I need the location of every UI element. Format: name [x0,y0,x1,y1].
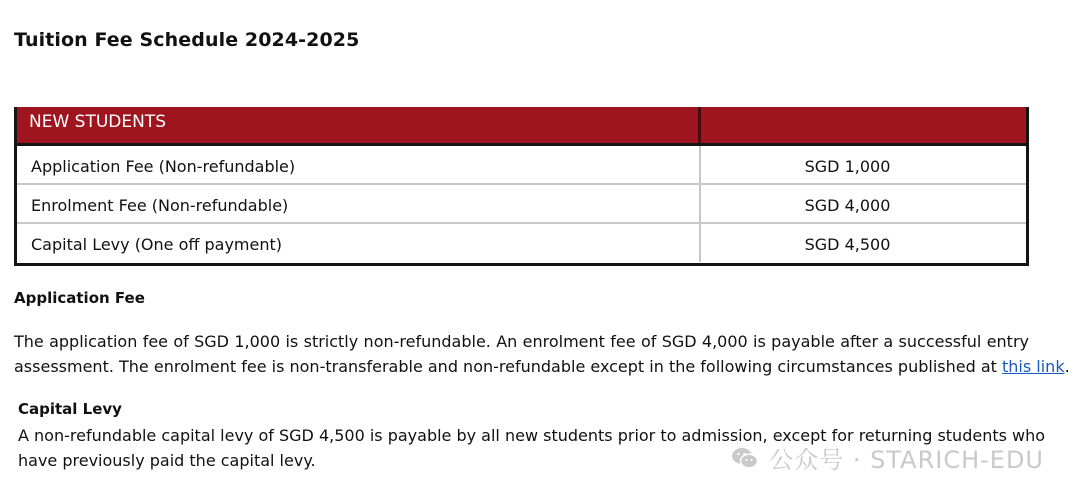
capital-levy-paragraph-line1: A non-refundable capital levy of SGD 4,500 is payable by all new students prior to admission, except for returning students who [18,426,1046,445]
application-fee-paragraph-line1: The application fee of SGD 1,000 is strictly non-refundable. An enrolment fee of SGD 4,000 is payable after a successful entry [14,332,1029,351]
table-header-label: NEW STUDENTS [17,107,701,143]
watermark [731,440,1044,475]
table-row-capital-levy [17,224,1026,262]
application-fee-line2-text: assessment. The enrolment fee is non-transferable and non-refundable except in the following circumstances published at [14,357,1002,376]
row-value: SGD 1,000 [804,157,891,176]
row-value: SGD 4,000 [804,196,891,215]
row-label: Enrolment Fee (Non-refundable) [17,185,701,222]
this-link[interactable]: this link [1002,357,1065,376]
table-row-application-fee [17,146,1026,185]
document-title: Tuition Fee Schedule 2024-2025 [14,29,360,51]
table-row-enrolment-fee [17,185,1026,224]
fee-table [14,107,1029,266]
capital-levy-paragraph-line2: have previously paid the capital levy. [18,451,316,470]
row-label: Application Fee (Non-refundable) [17,146,701,183]
capital-levy-heading: Capital Levy [18,400,122,418]
watermark-text: 公众号 · STARICH-EDU [769,446,1044,474]
row-label: Capital Levy (One off payment) [17,224,701,262]
wechat-icon [731,446,759,470]
table-header [17,107,1026,146]
application-fee-heading: Application Fee [14,289,145,307]
application-fee-line2-end: . [1064,357,1070,376]
application-fee-paragraph-line2 [14,354,1070,379]
table-header-empty-cell [701,107,1026,143]
row-value: SGD 4,500 [804,235,891,254]
